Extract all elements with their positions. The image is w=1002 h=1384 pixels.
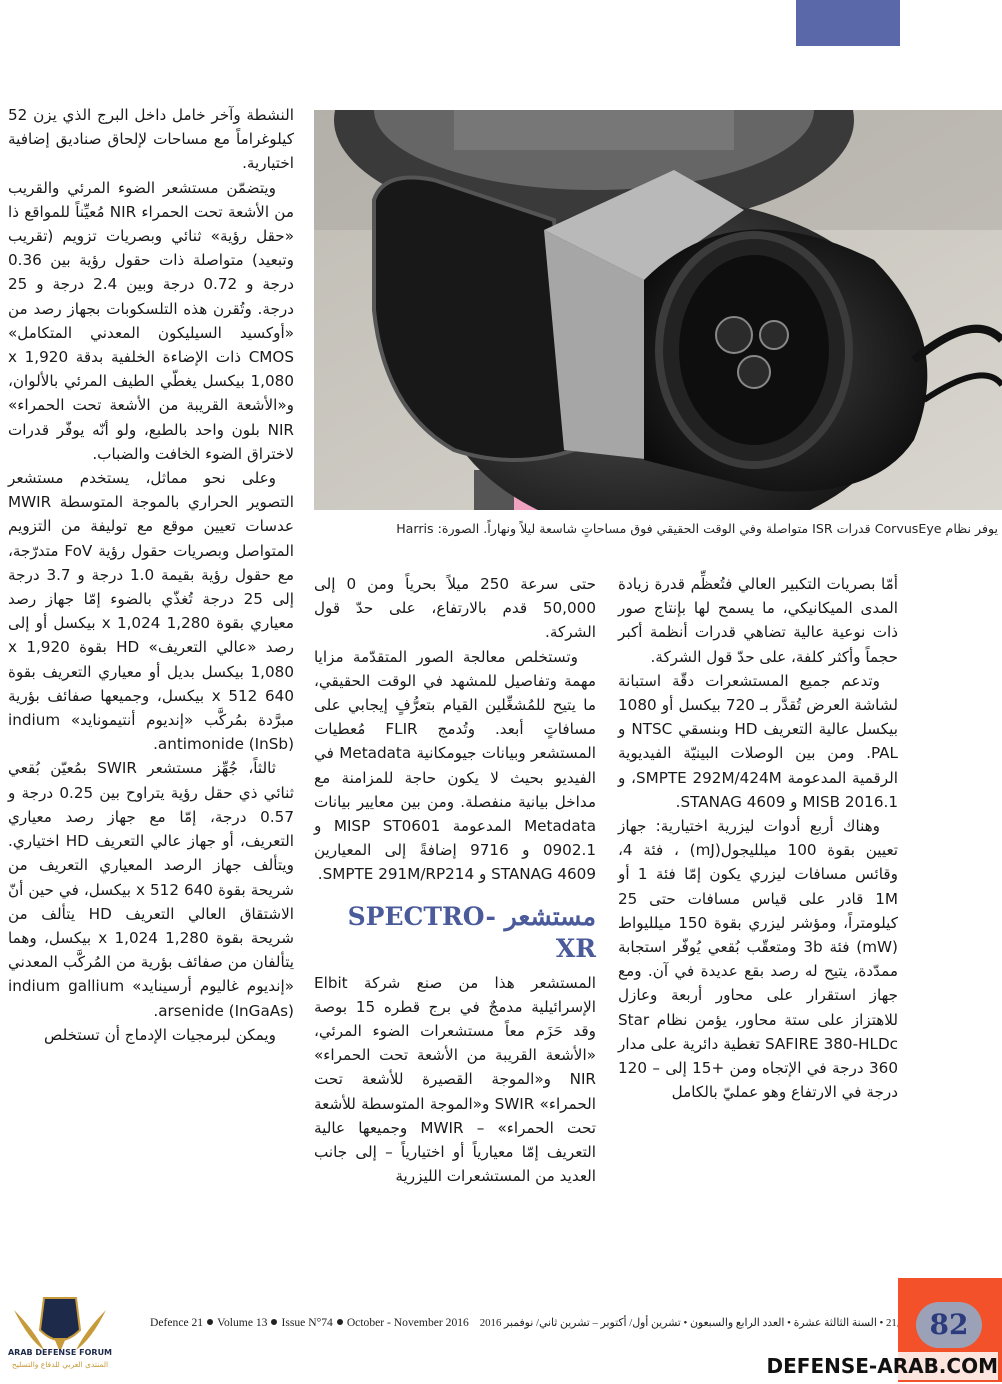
paragraph: النشطة وآخر خامل داخل البرج الذي يزن 52 كيلوغراماً مع مساحات لإلحاق صناديق إضافية اختيارية.: [8, 106, 294, 173]
watermark-site: DEFENSE-ARAB.COM: [762, 1352, 998, 1380]
article-column-left: [8, 103, 294, 1047]
logo-text-en: ARAB DEFENSE FORUM: [7, 1348, 113, 1357]
arab-defense-forum-logo: [4, 1290, 116, 1380]
footer-arabic: 21 • السنة الثالثة عشرة • العدد الرابع والسبعون • تشرين أول/ أكتوبر – تشرين ثاني/ نوفمبر 2016: [479, 1317, 897, 1329]
section-heading: مستشعر SPECTRO-XR: [347, 901, 596, 963]
footer-issue: Issue N°74: [281, 1316, 333, 1329]
logo-initials: DA: [51, 1330, 69, 1341]
footer-magazine: Defence 21: [150, 1316, 204, 1329]
article-column-middle: [314, 572, 596, 1188]
footer-volume: Volume 13: [217, 1316, 268, 1329]
paragraph: المستشعر هذا من صنع شركة Elbit الإسرائيلية مدمجٌ في برج قطره 15 بوصة وقد حَزَم معاً مستشعرات الضوء المرئي، «الأشعة القريبة من الأشعة تحت الحمراء» NIR و«الموجة القصيرة للأشعة تحت الحمراء» SWIR و«الموجة المتوسطة للأشعة تحت الحمراء» – MWIR وجميعها عالية التعريف إمّا معيارياً أو اختيارياً – إلى جانب العديد من المستشعرات الليزرية: [314, 973, 596, 1186]
logo-text-ar: المنتدى العربي للدفاع والتسليح: [11, 1360, 109, 1369]
paragraph: ثالثاً، جُهِّز مستشعر SWIR بمُعيّن بُقعي ثنائي ذي حقل رؤية يتراوح بين 0.25 درجة و 0.57 درجة، إمّا مع جهاز رصد معياري التعريف، أو جهاز عالي التعريف HD اختياري. ويتألف جهاز الرصد المعياري التعريف من شريحة بقوة 640 x 512 بيكسل، في حين أنّ الاشتقاق العالي التعريف HD يتألف من شريحة بقوة 1,280 x 1,024 بيكسل، وهما يتألفان من صفائف بؤرية من المُركَّب المعدني «إنديوم غاليوم أرسيناید» indium gallium arsenide (InGaAs).: [8, 759, 295, 1020]
paragraph: وتستخلص معالجة الصور المتقدّمة مزايا مهمة وتفاصيل للمشهد في الوقت الحقيقي، ما يتيح للمُشغِّلين القيام بتعرُّفٍ إيجابي على مسافاتٍ أبعد. وتُدمج FLIR مُعطيات المستشعر وبيانات جيومكانية Metadata في الفيديو بحيث لا يكون حاجة للمزامنة مع مداخل بيانية منفصلة. ومن بين معايير بيانات Metadata المدعومة MISP ST0601 و 0902.1 و 9716 إضافةً إلى المعيارين STANAG 4609 و SMPTE 291M/RP214.: [314, 647, 597, 884]
photo-caption: يوفر نظام CorvusEye قدرات ISR متواصلة وفي الوقت الحقيقي فوق مساحاتٍ شاسعة ليلاً ونهاراً. الصورة: Harris: [396, 521, 998, 536]
page-number: 82: [929, 1308, 969, 1341]
paragraph: وعلى نحو مماثل، يستخدم مستشعر التصوير الحراري بالموجة المتوسطة MWIR عدسات تعيين موقع مع توليفة من التزويم المتواصل وبصريات حقول رؤية FoV متدرّجة، مع حقول رؤية بقيمة 1.0 درجة و 3.7 درجة إلى 25 درجة تُغذّي بالضوء إمّا جهاز رصد معياري بقوة 1,280 x 1,024 بيكسل أو إلى رصد «عالي التعريف» HD بقوة 1,920 x 1,080 بيكسل بديل أو معياري التعريف بقوة 640 x 512 بيكسل، وجميعها صفائف بؤرية مبرَّدة بمُركَّب «إنديوم أنتيمونايد» indium antimonide (InSb).: [8, 469, 295, 754]
paragraph: وهناك أربع أدوات ليزرية اختيارية: جهاز تعيين بقوة 100 ميلليجول(mJ) ، فئة 4، وقائس مسافات ليزري يكون إمّا فئة 1 أو 1M قادر على قياس مسافات حتى 25 كيلومتراً، ومؤشر ليزري بقوة 150 ميلليواط (mW) فئة 3b ومتعقّب بُقعي يُوفّر استجابة ممدّدة، يتيح له رصد بقع عديدة في آن. ومع جهاز استقرار على محاور أربعة وعازل للاهتزاز على ستة محاور، يؤمن نظام Star SAFIRE 380-HLDc تغطية دائرية على مدار 360 درجة في الإتجاه ومن +15 إلى – 120 درجة في الارتفاع وهو عمليّ بالكامل: [618, 817, 899, 1102]
article-column-right: [618, 572, 898, 1104]
corner-accent-tab: [796, 0, 900, 46]
paragraph: وتدعم جميع المستشعرات دقّة استبانة لشاشة العرض تُقدَّر بـ 720 بيكسل أو 1080 بيكسل عالية التعريف HD وبنسقي NTSC و PAL. ومن بين الوصلات البينيّة الفيديوية الرقمية المدعومة SMPTE 292M/424M، و 2016.1 MISB و STANAG 4609.: [618, 671, 899, 811]
footer-date: October - November 2016: [346, 1316, 469, 1329]
paragraph: حتى سرعة 250 ميلاً بحرياً ومن 0 إلى 50,000 قدم بالارتفاع، على حدّ قول الشركة.: [314, 575, 596, 642]
paragraph: ويتضمّن مستشعر الضوء المرئي والقريب من الأشعة تحت الحمراء NIR مُعيِّناً للمواقع ذا «حقل رؤية» ثنائي وبصريات تزويم (تقريب وتبعيد) متواصلة ذات حقول رؤية بين 0.36 درجة و 0.72 درجة وبين 2.4 درجة و 25 درجة. وتُقرن هذه التلسكوبات بجهاز رصد من «أوكسيد السيليكون المعدني المتكامل» CMOS ذات الإضاءة الخلفية بدقة 1,920 x 1,080 بيكسل يغطّي الطيف المرئي بالألوان، و«الأشعة القريبة من الأشعة تحت الحمراء» NIR بلون واحد بالطبع، ولو أنّه يوفّر قدرات لاختراق الضوء الخافت والضباب.: [8, 178, 295, 463]
article-photo: [314, 110, 1002, 510]
paragraph: ويمكن لبرمجيات الإدماج أن تستخلص: [43, 1025, 276, 1044]
footer-line: [150, 1312, 895, 1334]
paragraph: أمّا بصريات التكبير العالي فتُعظِّم قدرة زيادة المدى الميكانيكي، ما يسمح لها بإنتاج صور ذات نوعية عالية تضاهي قدرات أنظمة أكبر حجماً وأكثر كلفة، على حدّ قول الشركة.: [618, 575, 898, 666]
